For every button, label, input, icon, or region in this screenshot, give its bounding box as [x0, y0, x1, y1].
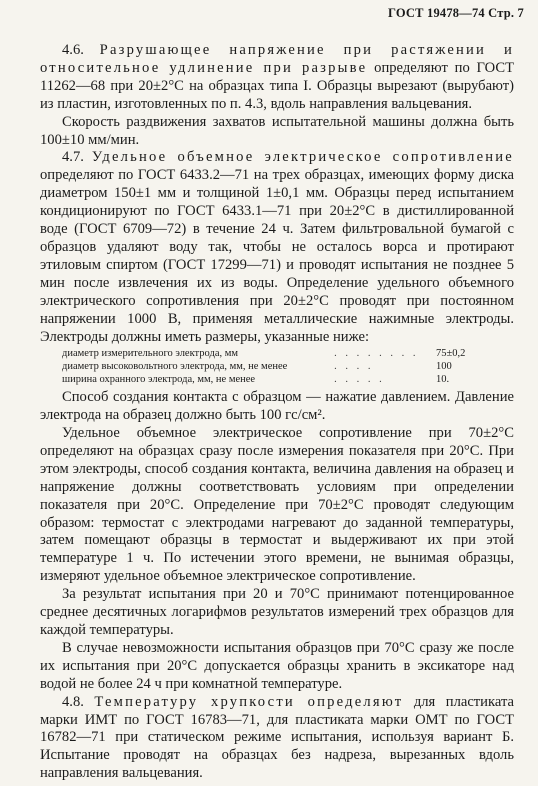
- clause-text: определяют по ГОСТ 6433.2—71 на трех образцах, имеющих форму диска диаметром 150±1 мм и толщиной 1±0,1 мм. Образцы перед испытанием кондиционируют по ГОСТ 6433.1—71 при 20±2°С в дистиллированной воде (ГОСТ 6709—72) в течение 24 ч. Затем фильтровальной бумагой с образцов удаляют воду так, чтобы не осталось ворса и протирают этиловым спиртом (ГОСТ 17299—71) и проводят испытания не позднее 5 мин после извлечения их из воды. Определение удельного объемного электрического сопротивления при 20±2°С проводят при постоянном напряжении 1000 В, применяя металлические нажимные электроды. Электроды должны иметь размеры, указанные ниже:: [40, 167, 514, 345]
- spec-value: 100: [436, 361, 452, 372]
- spec-value: 10.: [436, 373, 450, 385]
- clause-heading: Удельное объемное электрическое сопротивление: [91, 149, 514, 166]
- paragraph-4-7: [40, 149, 514, 346]
- paragraph-4-6-speed: Скорость раздвижения захватов испытательной машины должна быть 100±10 мм/мин.: [40, 113, 514, 148]
- clause-number: 4.8.: [62, 693, 84, 710]
- electrode-specs-table: [62, 348, 470, 386]
- document-body: [40, 42, 514, 783]
- spec-label: диаметр высоковольтного электрода, мм, не менее: [62, 361, 288, 372]
- spec-row: [62, 348, 470, 361]
- spec-dots: . . . .: [334, 361, 374, 372]
- spec-label: диаметр измерительного электрода, мм: [62, 348, 239, 360]
- page-header: ГОСТ 19478—74 Стр. 7: [388, 6, 524, 20]
- clause-number: 4.6.: [62, 42, 84, 58]
- clause-heading: Разрушающее напряжение при растяжении и относительное удлинение при разрыве: [40, 42, 514, 76]
- paragraph-4-7-contact: Способ создания контакта с образцом — нажатие давлением. Давление электрода на образец должно быть 100 гс/см².: [40, 389, 514, 424]
- clause-text: определяют по ГОСТ 11262—68 при 20±2°С на образцах типа I. Образцы вырезают (вырубают) из пластин, изготовленных по п. 4.3, вдоль направления вальцевания.: [40, 59, 514, 112]
- paragraph-4-6: [40, 42, 514, 114]
- paragraph-4-7-storage: В случае невозможности испытания образцов при 70°С сразу же после их испытания при 20°С допускается образцы хранить в эксикаторе над водой не более 24 ч при комнатной температуре.: [40, 639, 514, 692]
- paragraph-4-7-result: За результат испытания при 20 и 70°С принимают потенцированное среднее десятичных логарифмов результатов измерений трех образцов для каждой температуры.: [40, 586, 514, 638]
- paragraph-4-7-high-temp: Удельное объемное электрическое сопротивление при 70±2°С определяют на образцах сразу после измерения показателя при 20°С. При этом электроды, способ создания контакта, величина давления на образец и напряжение должны соответствовать условиям при определении показателя при 20°С. Определение при 70±2°С проводят следующим образом: термостат с электродами нагревают до заданной температуры, затем помещают образцы в термостат и выдерживают их при этой температуре 1 ч. По истечении этого времени, не вынимая образцы, измеряют удельное объемное электрическое сопротивление.: [40, 425, 514, 585]
- spec-row: [62, 374, 470, 387]
- clause-number: 4.7.: [62, 149, 84, 166]
- spec-value: 75±0,2: [436, 348, 466, 360]
- spec-dots: . . . . . . . .: [334, 348, 419, 360]
- spec-dots: . . . . .: [334, 373, 385, 385]
- spec-label: ширина охранного электрода, мм, не менее: [62, 373, 256, 385]
- paragraph-4-8: [40, 694, 514, 784]
- clause-text: для пластиката марки ИМТ по ГОСТ 16783—71, для пластиката марки ОМТ по ГОСТ 16782—71 при статическом режиме испытания, используя вариант Б. Испытание проводят на образцах без надреза, вырезанных вдоль направления вальцевания.: [40, 693, 514, 782]
- spec-row: [62, 361, 470, 374]
- clause-heading: Температуру хрупкости определяют: [94, 693, 404, 710]
